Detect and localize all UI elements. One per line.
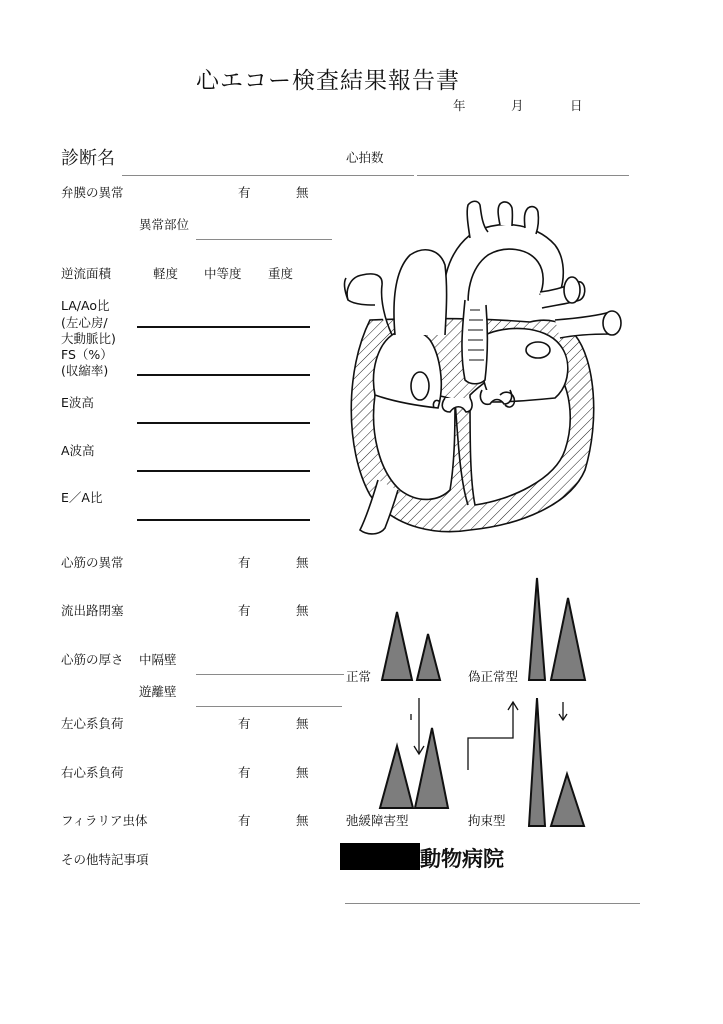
normal-e-wave [382,612,412,680]
pseudo-normal-e-wave [529,578,545,680]
outflow-obstruction-label: 流出路閉塞 [61,603,124,618]
left-heart-load-no[interactable]: 無 [296,716,309,731]
date-year-label: 年 [453,98,466,113]
pattern-pseudo-normal-label: 偽正常型 [468,669,519,684]
impaired-relaxation-e-wave [380,746,413,808]
la-ao-label-line1: LA/Ao比 [61,298,110,313]
outflow-obstruction-no[interactable]: 無 [296,603,309,618]
outflow-obstruction-yes[interactable]: 有 [238,603,251,618]
regurgitation-severe[interactable]: 重度 [268,266,294,281]
abnormal-site-label: 異常部位 [139,217,190,232]
ea-ratio-label: E／A比 [61,490,103,505]
pattern-normal-label: 正常 [346,669,372,684]
left-heart-load-yes[interactable]: 有 [238,716,251,731]
regurgitation-label: 逆流面積 [61,266,112,281]
regurgitation-moderate[interactable]: 中等度 [204,266,242,281]
free-wall-label: 遊離壁 [139,684,177,699]
other-notes-label: その他特記事項 [61,852,149,867]
la-ao-label-line2: (左心房/ [61,315,108,330]
left-heart-load-label: 左心系負荷 [61,716,124,731]
date-month-label: 月 [511,98,524,113]
restrictive-a-wave [551,774,584,826]
restrictive-e-wave [529,698,545,826]
heart-rate-label: 心拍数 [346,150,384,165]
clinic-name-redaction [340,843,420,870]
pseudo-normal-a-wave [551,598,585,680]
right-heart-load-label: 右心系負荷 [61,765,124,780]
fs-label-line2: (収縮率) [61,363,109,378]
pattern-restrictive-label: 拘束型 [468,813,506,828]
fs-label-line1: FS（%） [61,347,113,362]
arrow-impaired-to-pseudo [468,702,513,770]
right-heart-load-yes[interactable]: 有 [238,765,251,780]
a-wave-label: A波高 [61,443,95,458]
right-heart-load-no[interactable]: 無 [296,765,309,780]
septum-label: 中隔壁 [139,652,177,667]
pattern-impaired-relaxation-label: 弛緩障害型 [346,813,409,828]
myocardial-abnormality-no[interactable]: 無 [296,555,309,570]
la-ao-label-line3: 大動脈比) [61,331,116,346]
regurgitation-mild[interactable]: 軽度 [153,266,179,281]
valve-abnormality-no[interactable]: 無 [296,185,309,200]
myocardial-thickness-label: 心筋の厚さ [61,652,124,667]
e-wave-label: E波高 [61,395,94,410]
valve-abnormality-yes[interactable]: 有 [238,185,251,200]
date-day-label: 日 [570,98,583,113]
report-title: 心エコー検査結果報告書 [196,68,460,94]
clinic-name-suffix: 動物病院 [420,847,504,871]
normal-a-wave [417,634,440,680]
diagnosis-label: 診断名 [61,148,115,169]
valve-abnormality-label: 弁膜の異常 [61,185,124,200]
myocardial-abnormality-label: 心筋の異常 [61,555,124,570]
clinic-underline [345,903,640,904]
filaria-label: フィラリア虫体 [61,813,148,828]
filaria-no[interactable]: 無 [296,813,309,828]
filaria-yes[interactable]: 有 [238,813,251,828]
impaired-relaxation-a-wave [415,728,448,808]
myocardial-abnormality-yes[interactable]: 有 [238,555,251,570]
